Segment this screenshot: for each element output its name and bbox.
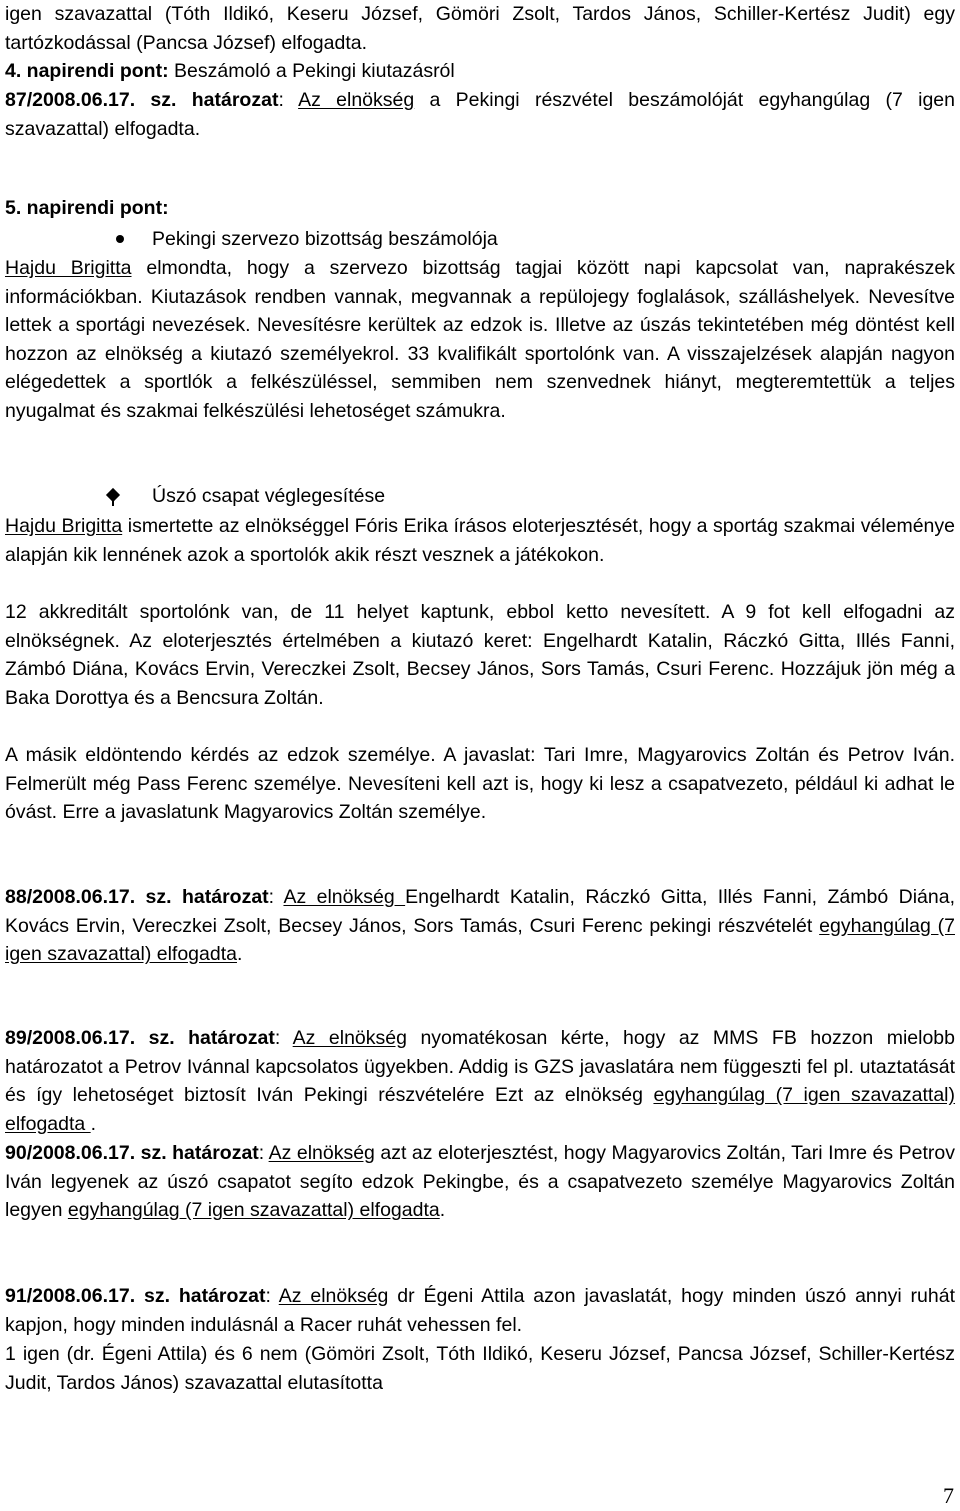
page-number: 7 [943, 1483, 954, 1508]
resolution-87: 87/2008.06.17. sz. határozat: Az elnökség a Pekingi részvétel beszámolóját egyhangúlag (7 igen szavazattal) elfogadta. [5, 89, 955, 140]
bullet-organizing-committee: Pekingi szervezo bizottság beszámolója [152, 228, 498, 250]
resolution-91-vote: 1 igen (dr. Égeni Attila) és 6 nem (Gömöri Zsolt, Tóth Ildikó, Keseru József, Pancsa József, Schiller-Kertész Judit, Tardos János) szavazattal elutasította [5, 1343, 955, 1394]
diamond-bullet-icon [106, 488, 120, 502]
paragraph-votes-intro: igen szavazattal (Tóth Ildikó, Keseru József, Gömöri Zsolt, Tardos János, Schiller-Kertész Judit) egy tartózkodással (Pancsa József) elfogadta. [5, 3, 955, 54]
paragraph-committee-report: Hajdu Brigitta elmondta, hogy a szervezo bizottság tagjai között napi kapcsolat van, naprakészek információkban. Kiutazások rendben vannak, megvannak a repülojegy foglalások, szálláshelyek. Nevesítve lettek a sportági nevezések. Nevesítésre kerültek az edzok is. Illetve az úszás tekintetében még döntést kell hozzon az elnökség a kiutazó személyekrol. 33 kvalifikált sportolónk van. A visszajelzések alapján nagyon elégedettek a sportlók a felkészüléssel, semmiben nem szenvednek hiányt, megteremtettük a teljes nyugalmat és szakmai felkészülési lehetoséget számukra. [5, 257, 956, 422]
resolution-91: 91/2008.06.17. sz. határozat: Az elnökség dr Égeni Attila azon javaslatát, hogy minden úszó annyi ruhát kapjon, hogy minden indulásnál a Racer ruhát vehessen fel. [5, 1285, 956, 1336]
paragraph-swim-team-proposal: Hajdu Brigitta ismertette az elnökséggel Fóris Erika írásos eloterjesztését, hogy a sportág szakmai véleménye alapján kik lennének azok a sportolók akik részt vesznek a játékokon. [5, 515, 955, 566]
agenda-item-4: 4. napirendi pont: Beszámoló a Pekingi kiutazásról [5, 60, 455, 82]
agenda-item-5: 5. napirendi pont: [5, 197, 169, 219]
resolution-89: 89/2008.06.17. sz. határozat: Az elnökség nyomatékosan kérte, hogy az MMS FB hozzon mielobb határozatot a Petrov Ivánnal kapcsolatos ügyekben. Addig is GZS javaslatára nem függeszti fel pl. utaztatását és így lehetoséget biztosít Iván Pekingi részvételére Ezt az elnökség egyhangúlag (7 igen szavazattal) elfogadta . [5, 1027, 956, 1135]
bullet-swim-team: Úszó csapat véglegesítése [152, 485, 386, 507]
paragraph-coaches: A másik eldöntendo kérdés az edzok személye. A javaslat: Tari Imre, Magyarovics Zoltán és Petrov Iván. Felmerült még Pass Ferenc személye. Nevesíteni kell azt is, hogy ki lesz a csapatvezeto, például ki adhat le óvást. Erre a javaslatunk Magyarovics Zoltán személye. [5, 744, 955, 824]
bullet-icon [116, 235, 124, 243]
resolution-88: 88/2008.06.17. sz. határozat: Az elnökség Engelhardt Katalin, Ráczkó Gitta, Illés Fanni, Zámbó Diána, Kovács Ervin, Vereczkei Zsolt, Becsey János, Sors Tamás, Csuri Ferenc pekingi részvételét egyhangúlag (7 igen szavazattal) elfogadta. [5, 886, 956, 966]
paragraph-accredited-athletes: 12 akkreditált sportolónk van, de 11 helyet kaptunk, ebbol ketto nevesített. A 9 fot kell elfogadni az elnökségnek. Az eloterjesztés értelmében a kiutazó keret: Engelhardt Katalin, Ráczkó Gitta, Illés Fanni, Zámbó Diána, Kovács Ervin, Vereczkei Zsolt, Becsey János, Sors Tamás, Csuri Ferenc. Hozzájuk jön még a Baka Dorottya és a Bencsura Zoltán. [5, 601, 955, 709]
resolution-90: 90/2008.06.17. sz. határozat: Az elnökség azt az eloterjesztést, hogy Magyarovics Zoltán, Tari Imre és Petrov Iván legyenek az úszó csapatot segíto edzok Pekingbe, és a csapatvezeto személye Magyarovics Zoltán legyen egyhangúlag (7 igen szavazattal) elfogadta. [5, 1142, 955, 1222]
